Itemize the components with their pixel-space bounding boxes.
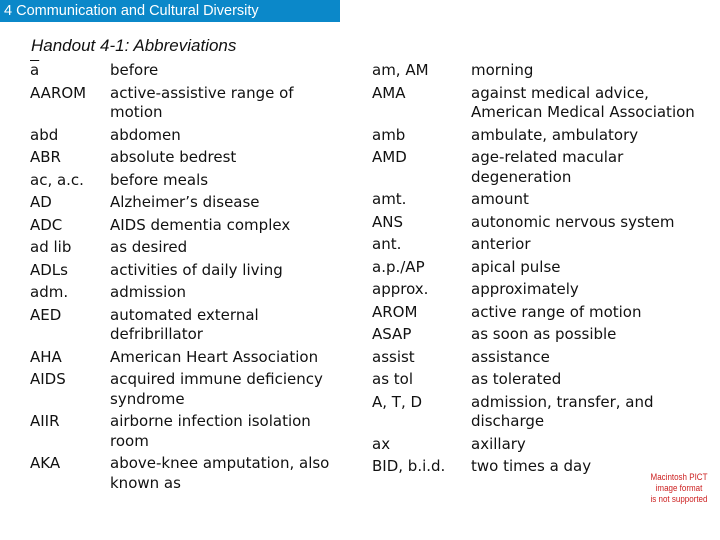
abbreviation-entry [30,348,340,368]
abbreviation-term: AED [30,305,62,324]
abbreviation-definition: before [110,61,159,79]
header-bar [0,0,340,22]
abbreviation-definition: against medical advice, American Medical Association [471,83,695,121]
abbreviation-term: AKA [30,454,61,472]
handout-title: Handout 4-1: Abbreviations [31,36,237,55]
abbreviation-definition: apical pulse [471,257,561,276]
abbreviation-entry [372,393,712,432]
abbreviation-definition: American Heart Association [110,347,319,366]
abbreviation-entry [372,61,712,81]
abbreviation-term: AMD [372,148,407,166]
abbreviation-definition: assistance [471,347,550,366]
abbreviation-definition: approximately [471,280,579,298]
abbreviation-column-left [30,61,340,496]
abbreviation-column-right [372,61,712,480]
abbreviation-definition: automated external defribrillator [110,305,259,343]
abbreviation-term: $\overline{a}$ [30,61,40,79]
abbreviation-term: AHA [30,347,62,366]
abbreviation-term: approx. [372,280,429,298]
abbreviation-term: AD [30,193,52,211]
abbreviation-entry [30,216,340,236]
abbreviation-entry [372,325,712,345]
abbreviation-entry [30,61,340,81]
abbreviation-term: ac, a.c. [30,170,84,189]
abbreviation-term: ADC [30,215,63,234]
abbreviation-definition: ambulate, ambulatory [471,125,639,144]
abbreviation-definition: AIDS dementia complex [110,215,291,234]
abbreviation-entry [30,306,340,345]
abbreviation-entry [30,283,340,303]
abbreviation-entry [372,435,712,455]
abbreviation-definition: as soon as possible [471,325,617,343]
abbreviation-term: ANS [372,212,404,231]
abbreviation-entry [30,412,340,451]
abbreviation-definition: active range of motion [471,302,642,321]
abbreviation-definition: two times a day [471,457,592,475]
abbreviation-entry [372,348,712,368]
abbreviation-definition: activities of daily living [110,260,283,279]
abbreviation-entry [372,190,712,210]
abbreviation-term: BID, b.i.d. [372,457,446,475]
abbreviation-definition: as tolerated [471,370,562,388]
pict-unsupported-notice [648,473,710,506]
abbreviation-term: as tol [372,370,414,388]
abbreviation-definition: before meals [110,170,209,189]
abbreviation-entry [372,280,712,300]
abbreviation-entry [30,84,340,123]
abbreviation-term: assist [372,347,415,366]
pict-notice-line: Macintosh PICT [650,472,708,483]
abbreviation-definition: absolute bedrest [110,148,237,166]
abbreviation-entry [372,303,712,323]
abbreviation-term: AIIR [30,412,60,430]
abbreviation-definition: airborne infection isolation room [110,412,311,450]
abbreviation-entry [30,148,340,168]
abbreviation-entry [372,235,712,255]
abbreviation-entry [30,370,340,409]
abbreviation-entry [372,370,712,390]
abbreviation-term: adm. [30,283,69,301]
abbreviation-entry [372,148,712,187]
abbreviation-term: abd [30,125,59,144]
abbreviation-entry [372,126,712,146]
abbreviation-definition: amount [471,190,529,208]
abbreviation-entry [30,193,340,213]
abbreviation-entry [372,213,712,233]
pict-notice-line: image format [655,483,703,494]
abbreviation-term: A, T, D [372,392,423,411]
abbreviation-entry [30,261,340,281]
abbreviation-term: amt. [372,190,407,208]
abbreviation-term: ASAP [372,325,412,343]
abbreviation-definition: morning [471,61,534,79]
abbreviation-definition: axillary [471,434,526,453]
abbreviation-definition: autonomic nervous system [471,212,675,231]
abbreviation-definition: active-assistive range of motion [110,83,294,121]
abbreviation-term: amb [372,125,406,144]
abbreviation-term: ADLs [30,260,68,279]
abbreviation-term: AROM [372,302,418,321]
abbreviation-definition: acquired immune deficiency syndrome [110,370,323,408]
abbreviation-term: am, AM [372,61,429,79]
abbreviation-definition: as desired [110,238,188,256]
abbreviation-definition: Alzheimer’s disease [110,193,260,211]
abbreviation-entry [372,258,712,278]
abbreviation-definition: above-knee amputation, also known as [110,454,330,492]
abbreviation-entry [30,171,340,191]
abbreviation-definition: anterior [471,235,531,253]
abbreviation-term: ABR [30,148,61,166]
abbreviation-term: ant. [372,235,402,253]
abbreviation-entry [30,126,340,146]
abbreviation-entry [30,238,340,258]
abbreviation-term: ad lib [30,238,72,256]
pict-notice-line: is not supported [650,494,708,505]
abbreviation-definition: admission, transfer, and discharge [471,392,654,430]
abbreviation-term: ax [372,434,391,453]
abbreviation-term: AMA [372,83,406,102]
abbreviation-entry [372,84,712,123]
abbreviation-term: AAROM [30,83,87,102]
abbreviation-term: a.p./AP [372,257,425,276]
abbreviation-entry [30,454,340,493]
abbreviation-definition: admission [110,283,186,301]
abbreviation-definition: age-related macular degeneration [471,148,624,186]
abbreviation-definition: abdomen [110,125,181,144]
chapter-title: 4 Communication and Cultural Diversity [4,3,259,19]
abbreviation-term: AIDS [30,370,66,388]
